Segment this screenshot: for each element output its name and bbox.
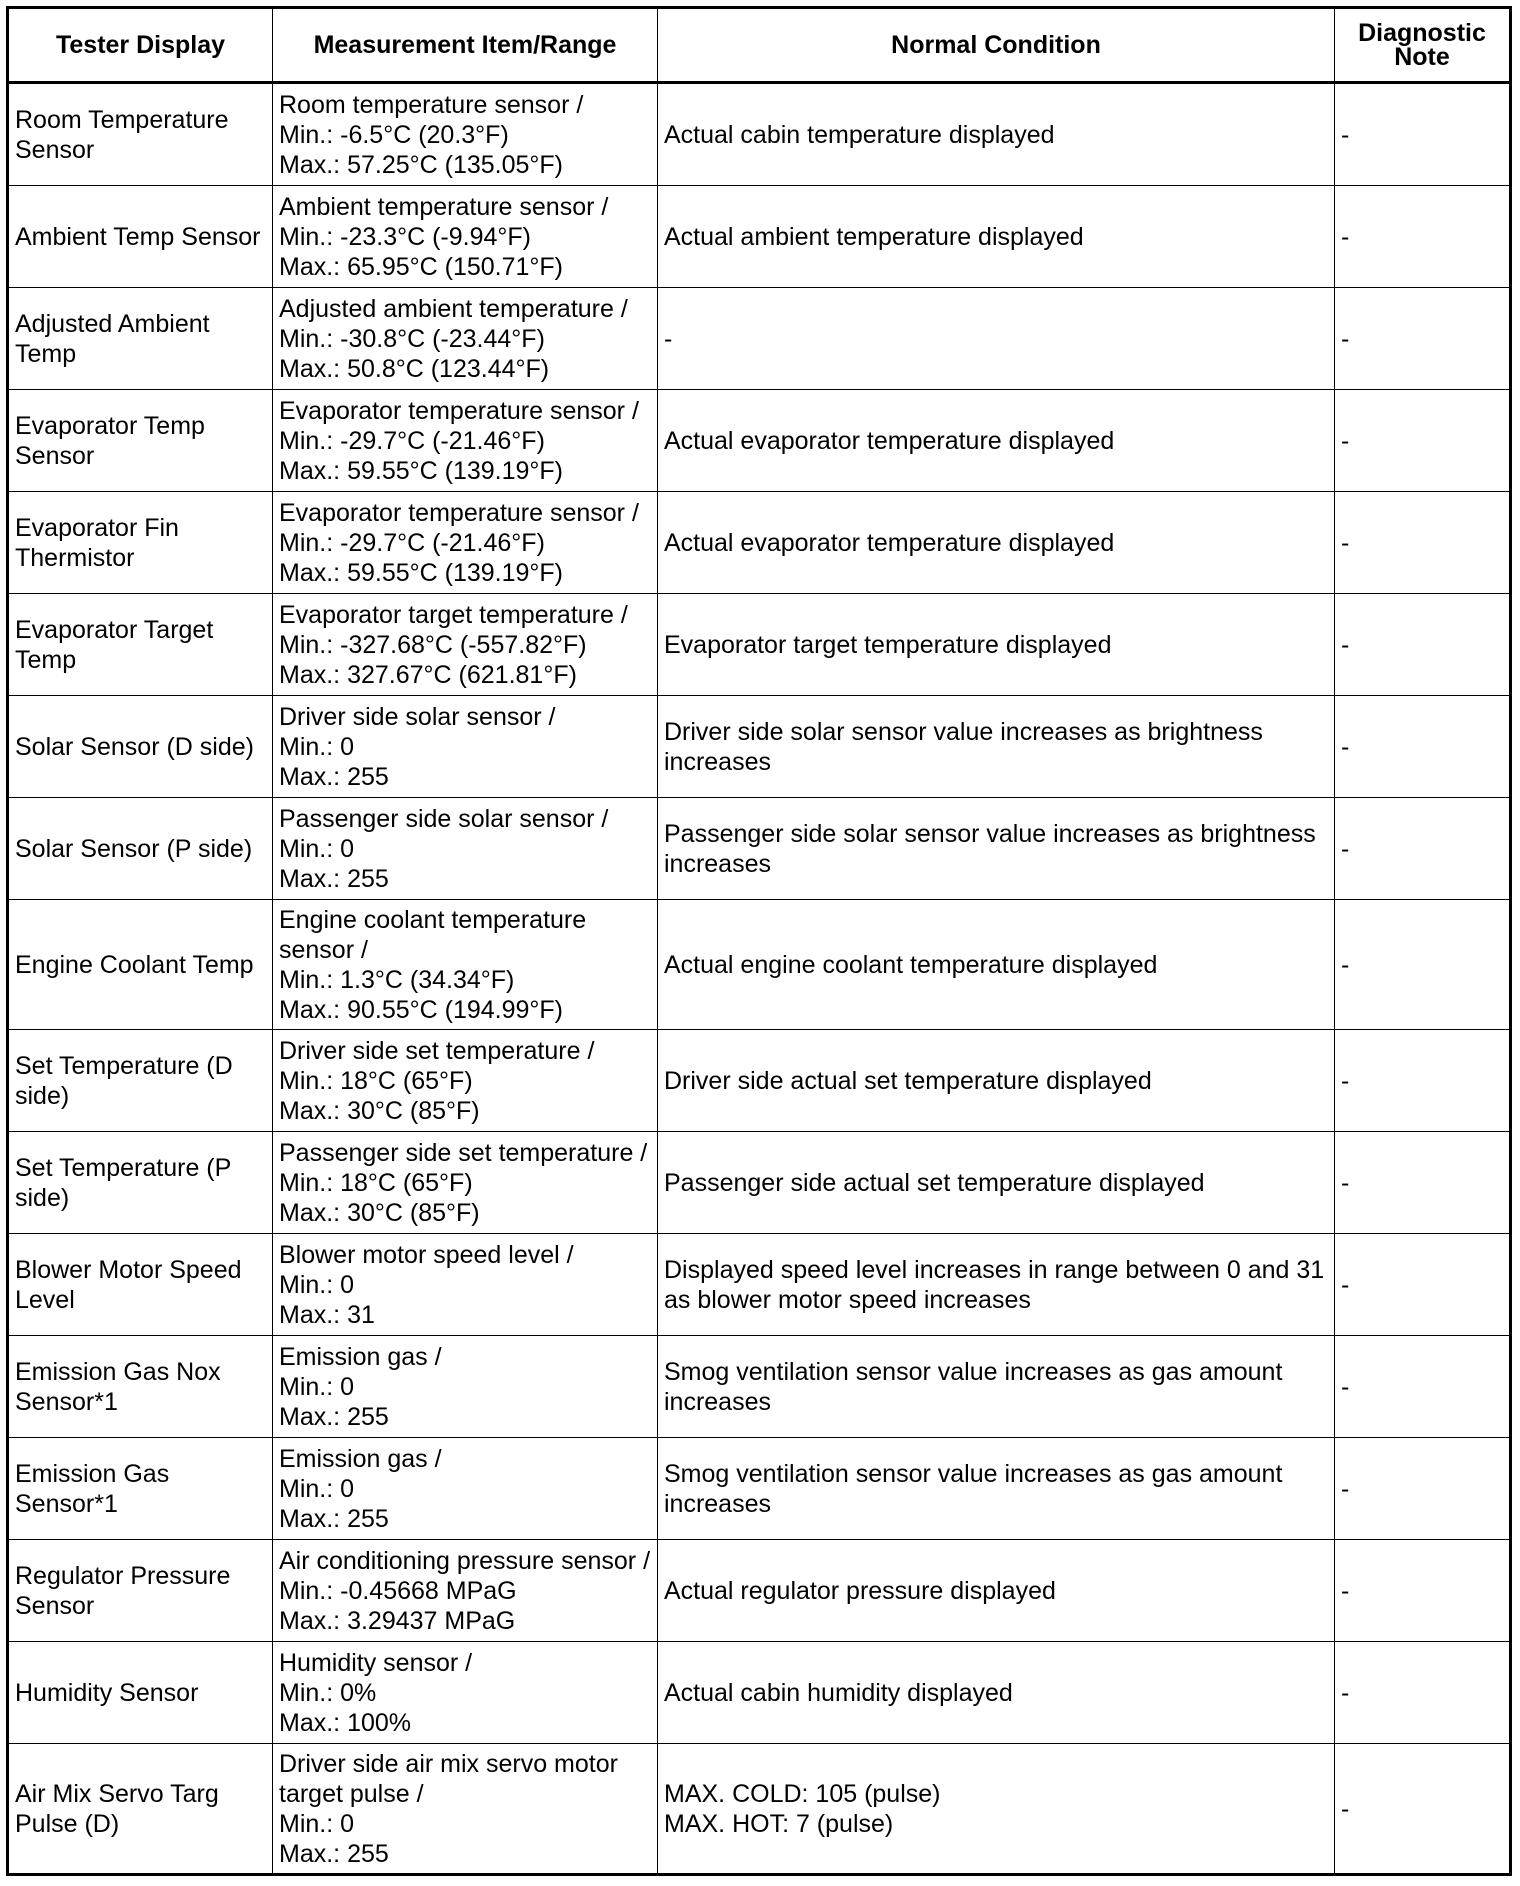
normal-condition-cell-line: increases	[664, 849, 771, 878]
table-row	[8, 83, 1511, 186]
normal-condition-cell	[658, 83, 1335, 186]
measurement-cell-line: Driver side solar sensor /	[279, 702, 556, 731]
measurement-cell-line: Adjusted ambient temperature /	[279, 294, 628, 323]
measurement-cell-line: Max.: 30°C (85°F)	[279, 1198, 480, 1227]
table-row	[8, 1336, 1511, 1438]
normal-condition-cell-line: as blower motor speed increases	[664, 1285, 1031, 1314]
table-row	[8, 1234, 1511, 1336]
measurement-cell-line: Max.: 59.55°C (139.19°F)	[279, 558, 564, 587]
table-body	[8, 83, 1511, 1875]
table-row	[8, 798, 1511, 900]
tester-display-cell-line: Emission Gas	[15, 1459, 170, 1488]
normal-condition-cell	[658, 492, 1335, 594]
measurement-cell-line: Driver side set temperature /	[279, 1036, 595, 1065]
diagnostic-note-cell: -	[1335, 900, 1511, 1030]
measurement-cell	[273, 900, 658, 1030]
measurement-cell-line: Engine coolant temperature	[279, 905, 587, 934]
tester-display-cell-line: Temp	[15, 645, 77, 674]
diagnostic-note-cell: -	[1335, 1540, 1511, 1642]
normal-condition-cell	[658, 1030, 1335, 1132]
table-row	[8, 900, 1511, 1030]
tester-display-cell-line: Evaporator Temp	[15, 411, 205, 440]
normal-condition-cell	[658, 1234, 1335, 1336]
measurement-cell-line: Min.: -23.3°C (-9.94°F)	[279, 222, 532, 251]
normal-condition-cell	[658, 288, 1335, 390]
tester-display-cell	[8, 696, 273, 798]
measurement-cell-line: Max.: 59.55°C (139.19°F)	[279, 456, 564, 485]
tester-display-cell-line: Sensor*1	[15, 1387, 118, 1416]
normal-condition-cell	[658, 1744, 1335, 1875]
normal-condition-cell-line: Smog ventilation sensor value increases as gas amount	[664, 1357, 1283, 1386]
measurement-cell-line: Min.: 18°C (65°F)	[279, 1066, 473, 1095]
measurement-cell-line: Max.: 255	[279, 1839, 389, 1868]
diagnostic-note-cell: -	[1335, 492, 1511, 594]
tester-display-cell-line: Level	[15, 1285, 75, 1314]
normal-condition-cell	[658, 1438, 1335, 1540]
normal-condition-cell-line: Displayed speed level increases in range between 0 and 31	[664, 1255, 1325, 1284]
measurement-cell	[273, 594, 658, 696]
normal-condition-cell-line: MAX. COLD: 105 (pulse)	[664, 1779, 941, 1808]
diagnostic-note-cell: -	[1335, 1438, 1511, 1540]
normal-condition-cell-line: increases	[664, 747, 771, 776]
tester-display-cell-line: Solar Sensor (D side)	[15, 732, 254, 761]
header-diagnostic-note-line2: Note	[1394, 43, 1450, 71]
diagnostic-note-cell: -	[1335, 83, 1511, 186]
normal-condition-cell	[658, 900, 1335, 1030]
tester-display-cell-line: side)	[15, 1183, 70, 1212]
tester-display-cell	[8, 1540, 273, 1642]
measurement-cell	[273, 1030, 658, 1132]
measurement-cell-line: Min.: 0	[279, 1474, 355, 1503]
table-row	[8, 1030, 1511, 1132]
tester-display-cell-line: Room Temperature	[15, 105, 229, 134]
normal-condition-cell	[658, 186, 1335, 288]
tester-display-cell-line: Solar Sensor (P side)	[15, 834, 253, 863]
measurement-cell-line: Max.: 57.25°C (135.05°F)	[279, 150, 564, 179]
measurement-cell-line: Min.: -29.7°C (-21.46°F)	[279, 426, 545, 455]
tester-display-cell-line: Sensor	[15, 441, 95, 470]
tester-display-cell	[8, 900, 273, 1030]
normal-condition-cell	[658, 1336, 1335, 1438]
tester-display-cell	[8, 1438, 273, 1540]
measurement-cell	[273, 696, 658, 798]
tester-display-cell-line: Evaporator Target	[15, 615, 214, 644]
measurement-cell-line: Max.: 255	[279, 1504, 389, 1533]
normal-condition-cell-line: -	[664, 324, 673, 353]
tester-display-cell	[8, 288, 273, 390]
measurement-cell-line: sensor /	[279, 935, 368, 964]
measurement-cell-line: Evaporator target temperature /	[279, 600, 628, 629]
measurement-cell-line: Max.: 327.67°C (621.81°F)	[279, 660, 577, 689]
measurement-cell	[273, 83, 658, 186]
measurement-cell-line: Air conditioning pressure sensor /	[279, 1546, 651, 1575]
diagnostic-note-cell: -	[1335, 186, 1511, 288]
normal-condition-cell-line: increases	[664, 1387, 771, 1416]
normal-condition-cell-line: Driver side actual set temperature displayed	[664, 1066, 1152, 1095]
tester-display-cell-line: Air Mix Servo Targ	[15, 1779, 219, 1808]
tester-display-cell-line: Blower Motor Speed	[15, 1255, 242, 1284]
diagnostic-note-cell: -	[1335, 1030, 1511, 1132]
measurement-cell-line: Min.: 1.3°C (34.34°F)	[279, 965, 515, 994]
measurement-cell	[273, 798, 658, 900]
table-row	[8, 1744, 1511, 1875]
tester-display-cell	[8, 594, 273, 696]
measurement-cell-line: Emission gas /	[279, 1444, 442, 1473]
measurement-cell-line: target pulse /	[279, 1779, 424, 1808]
measurement-cell-line: Max.: 3.29437 MPaG	[279, 1606, 516, 1635]
measurement-cell-line: Min.: -0.45668 MPaG	[279, 1576, 517, 1605]
tester-display-cell-line: side)	[15, 1081, 70, 1110]
measurement-cell-line: Min.: 0	[279, 1809, 355, 1838]
diagnostic-note-cell: -	[1335, 1642, 1511, 1744]
measurement-cell-line: Ambient temperature sensor /	[279, 192, 609, 221]
normal-condition-cell-line: Actual regulator pressure displayed	[664, 1576, 1056, 1605]
measurement-cell-line: Min.: 18°C (65°F)	[279, 1168, 473, 1197]
normal-condition-cell	[658, 1540, 1335, 1642]
normal-condition-cell	[658, 594, 1335, 696]
tester-display-cell-line: Adjusted Ambient	[15, 309, 210, 338]
normal-condition-cell	[658, 1132, 1335, 1234]
measurement-cell	[273, 1540, 658, 1642]
measurement-cell	[273, 186, 658, 288]
measurement-cell	[273, 492, 658, 594]
measurement-cell-line: Evaporator temperature sensor /	[279, 498, 639, 527]
measurement-cell	[273, 288, 658, 390]
measurement-cell	[273, 1234, 658, 1336]
tester-display-cell	[8, 1336, 273, 1438]
measurement-cell-line: Min.: 0	[279, 834, 355, 863]
diagnostic-note-cell: -	[1335, 696, 1511, 798]
tester-display-cell-line: Sensor*1	[15, 1489, 118, 1518]
normal-condition-cell-line: Actual ambient temperature displayed	[664, 222, 1084, 251]
data-monitor-table	[6, 6, 1512, 1876]
table-row	[8, 288, 1511, 390]
tester-display-cell	[8, 186, 273, 288]
measurement-cell-line: Min.: -29.7°C (-21.46°F)	[279, 528, 545, 557]
measurement-cell-line: Emission gas /	[279, 1342, 442, 1371]
tester-display-cell-line: Sensor	[15, 1591, 95, 1620]
measurement-cell	[273, 1642, 658, 1744]
table-row	[8, 594, 1511, 696]
measurement-cell	[273, 1132, 658, 1234]
measurement-cell	[273, 1744, 658, 1875]
measurement-cell-line: Min.: 0	[279, 732, 355, 761]
measurement-cell-line: Max.: 31	[279, 1300, 375, 1329]
measurement-cell-line: Max.: 255	[279, 1402, 389, 1431]
tester-display-cell	[8, 390, 273, 492]
measurement-cell-line: Evaporator temperature sensor /	[279, 396, 639, 425]
tester-display-cell-line: Temp	[15, 339, 77, 368]
diagnostic-note-cell: -	[1335, 1132, 1511, 1234]
measurement-cell-line: Min.: -6.5°C (20.3°F)	[279, 120, 509, 149]
measurement-cell	[273, 1438, 658, 1540]
measurement-cell-line: Min.: 0	[279, 1372, 355, 1401]
header-diagnostic-note-line1: Diagnostic	[1358, 19, 1486, 47]
normal-condition-cell-line: Evaporator target temperature displayed	[664, 630, 1112, 659]
table-row	[8, 696, 1511, 798]
diagnostic-note-cell: -	[1335, 288, 1511, 390]
tester-display-cell-line: Sensor	[15, 135, 95, 164]
tester-display-cell-line: Set Temperature (D	[15, 1051, 233, 1080]
normal-condition-cell	[658, 1642, 1335, 1744]
tester-display-cell	[8, 492, 273, 594]
normal-condition-cell	[658, 798, 1335, 900]
measurement-cell-line: Max.: 100%	[279, 1708, 412, 1737]
table-row	[8, 186, 1511, 288]
normal-condition-cell-line: Actual cabin humidity displayed	[664, 1678, 1013, 1707]
measurement-cell-line: Max.: 65.95°C (150.71°F)	[279, 252, 564, 281]
tester-display-cell	[8, 1744, 273, 1875]
measurement-cell-line: Max.: 50.8°C (123.44°F)	[279, 354, 550, 383]
tester-display-cell-line: Humidity Sensor	[15, 1678, 199, 1707]
normal-condition-cell	[658, 696, 1335, 798]
tester-display-cell-line: Set Temperature (P	[15, 1153, 232, 1182]
table-row	[8, 1438, 1511, 1540]
tester-display-cell	[8, 798, 273, 900]
normal-condition-cell-line: MAX. HOT: 7 (pulse)	[664, 1809, 894, 1838]
table-row	[8, 492, 1511, 594]
measurement-cell-line: Driver side air mix servo motor	[279, 1749, 618, 1778]
tester-display-cell-line: Regulator Pressure	[15, 1561, 231, 1590]
tester-display-cell-line: Engine Coolant Temp	[15, 950, 254, 979]
measurement-cell-line: Max.: 255	[279, 762, 389, 791]
measurement-cell	[273, 1336, 658, 1438]
header-normal-condition: Normal Condition	[658, 8, 1335, 83]
normal-condition-cell	[658, 390, 1335, 492]
measurement-cell-line: Max.: 90.55°C (194.99°F)	[279, 995, 564, 1024]
tester-display-cell	[8, 1234, 273, 1336]
header-measurement-item-range: Measurement Item/Range	[273, 8, 658, 83]
normal-condition-cell-line: Driver side solar sensor value increases as brightness	[664, 717, 1263, 746]
tester-display-cell-line: Pulse (D)	[15, 1809, 120, 1838]
measurement-cell-line: Humidity sensor /	[279, 1648, 473, 1677]
measurement-cell-line: Blower motor speed level /	[279, 1240, 574, 1269]
table-row	[8, 1540, 1511, 1642]
measurement-cell-line: Min.: 0	[279, 1270, 355, 1299]
normal-condition-cell-line: Smog ventilation sensor value increases as gas amount	[664, 1459, 1283, 1488]
measurement-cell-line: Passenger side solar sensor /	[279, 804, 609, 833]
diagnostic-note-cell: -	[1335, 1234, 1511, 1336]
normal-condition-cell-line: Passenger side actual set temperature displayed	[664, 1168, 1205, 1197]
measurement-cell-line: Passenger side set temperature /	[279, 1138, 648, 1167]
measurement-cell-line: Min.: -327.68°C (-557.82°F)	[279, 630, 587, 659]
normal-condition-cell-line: Actual evaporator temperature displayed	[664, 426, 1115, 455]
normal-condition-cell-line: Actual engine coolant temperature displayed	[664, 950, 1158, 979]
tester-display-cell	[8, 83, 273, 186]
measurement-cell-line: Min.: 0%	[279, 1678, 377, 1707]
diagnostic-note-cell: -	[1335, 390, 1511, 492]
tester-display-cell-line: Emission Gas Nox	[15, 1357, 221, 1386]
diagnostic-note-cell: -	[1335, 1336, 1511, 1438]
tester-display-cell-line: Thermistor	[15, 543, 135, 572]
normal-condition-cell-line: Passenger side solar sensor value increases as brightness	[664, 819, 1316, 848]
table-row	[8, 1132, 1511, 1234]
tester-display-cell	[8, 1030, 273, 1132]
measurement-cell-line: Max.: 30°C (85°F)	[279, 1096, 480, 1125]
tester-display-cell	[8, 1642, 273, 1744]
normal-condition-cell-line: Actual cabin temperature displayed	[664, 120, 1055, 149]
measurement-cell-line: Min.: -30.8°C (-23.44°F)	[279, 324, 545, 353]
table-row	[8, 1642, 1511, 1744]
measurement-cell-line: Room temperature sensor /	[279, 90, 584, 119]
tester-display-cell	[8, 1132, 273, 1234]
header-diagnostic-note	[1335, 8, 1511, 83]
normal-condition-cell-line: increases	[664, 1489, 771, 1518]
tester-display-cell-line: Ambient Temp Sensor	[15, 222, 261, 251]
table-row	[8, 390, 1511, 492]
diagnostic-note-cell: -	[1335, 1744, 1511, 1875]
diagnostic-note-cell: -	[1335, 798, 1511, 900]
tester-display-cell-line: Evaporator Fin	[15, 513, 179, 542]
header-tester-display: Tester Display	[8, 8, 273, 83]
header-row	[8, 8, 1511, 83]
measurement-cell-line: Max.: 255	[279, 864, 389, 893]
measurement-cell	[273, 390, 658, 492]
diagnostic-note-cell: -	[1335, 594, 1511, 696]
normal-condition-cell-line: Actual evaporator temperature displayed	[664, 528, 1115, 557]
